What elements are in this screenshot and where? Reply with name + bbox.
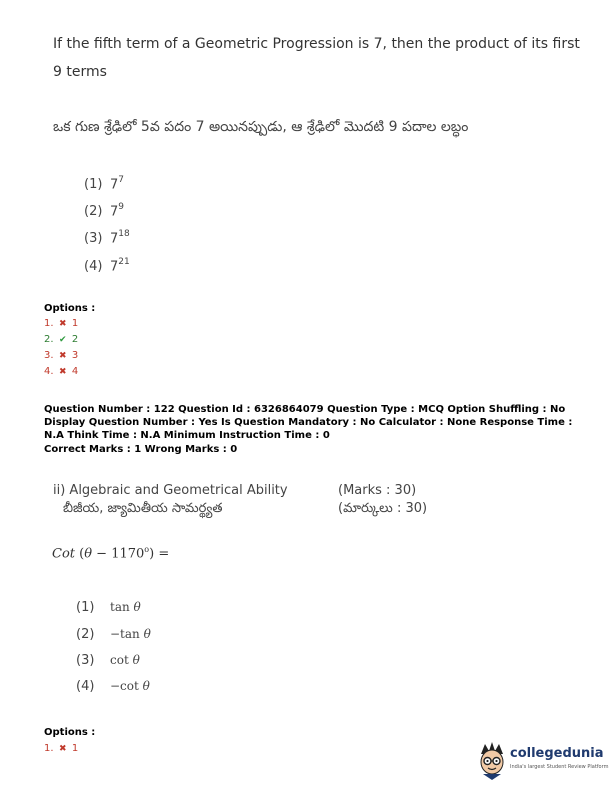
q2-choice-2: (2) −tan θ — [76, 627, 151, 642]
cross-icon: ✖ — [58, 319, 67, 329]
q2-options-label: Options : — [44, 727, 96, 738]
question-text-telugu: ఒక గుణ శ్రేఢిలో 5వ పదం 7 అయినప్పుడు, ఆ శ్రేఢిలో మొదటి 9 పదాల లబ్ధం — [53, 119, 469, 135]
brand-name: collegedunia — [510, 746, 604, 761]
q2-choice-1: (1) tan θ — [76, 600, 141, 615]
choice-4: (4) $7^{21}$ — [84, 257, 130, 275]
answer-option-1: 1. ✖ 1 — [44, 318, 79, 329]
cross-icon: ✖ — [58, 351, 67, 361]
options-label: Options : — [44, 303, 96, 314]
question-text-line1: If the fifth term of a Geometric Progression is 7, then the product of its first — [53, 36, 580, 52]
section-marks-te: (మార్కులు : 30) — [338, 501, 428, 516]
question-meta: Question Number : 122 Question Id : 6326864079 Question Type : MCQ Option Shuffling : No Display Question Number : Yes Is Question Mandatory : No Calculator : None Response Time : N.A Think Time : N.A Minimum Instruction Time : 0 — [44, 404, 573, 441]
answer-option-4: 4. ✖ 4 — [44, 366, 79, 377]
brand-tagline: India's largest Student Review Platform — [510, 764, 609, 770]
question-text-line2: 9 terms — [53, 64, 107, 80]
mascot-logo-icon — [476, 740, 508, 782]
cross-icon: ✖ — [58, 367, 67, 377]
check-icon: ✔ — [58, 335, 67, 345]
q2-choice-4: (4) −cot θ — [76, 679, 150, 694]
choice-2: (2) $7^9$ — [84, 202, 125, 220]
answer-option-3: 3. ✖ 3 — [44, 350, 79, 361]
question2-expression: Cot $(\theta - 1170^o)$ = — [52, 545, 170, 562]
section-marks-en: (Marks : 30) — [338, 483, 417, 498]
cross-icon: ✖ — [58, 744, 67, 754]
q2-answer-option-1: 1. ✖ 1 — [44, 743, 79, 754]
section-title-en: ii) Algebraic and Geometrical Ability — [53, 483, 288, 498]
section-title-te: బీజీయ, జ్యామితీయ సామర్థ్యత — [63, 501, 223, 516]
question-marks: Correct Marks : 1 Wrong Marks : 0 — [44, 444, 238, 455]
choice-3: (3) $7^{18}$ — [84, 229, 130, 247]
q2-choice-3: (3) cot θ — [76, 653, 140, 668]
answer-option-2: 2. ✔ 2 — [44, 334, 79, 345]
choice-1: (1) $7^7$ — [84, 175, 125, 193]
